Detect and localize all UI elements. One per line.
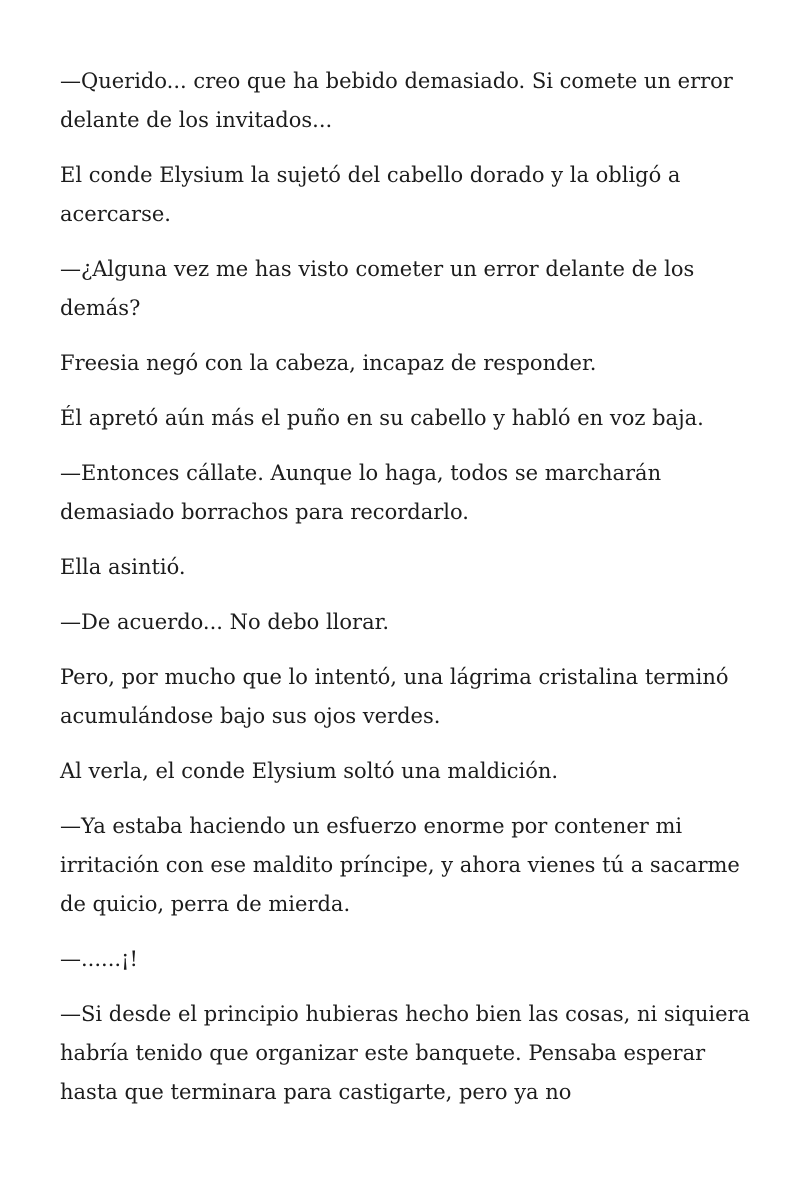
paragraph: Ella asintió.	[60, 555, 186, 579]
paragraph: Pero, por mucho que lo intentó, una lágrima cristalina terminó acumulándose bajo sus ojos verdes.	[60, 665, 729, 728]
paragraph: —Si desde el principio hubieras hecho bien las cosas, ni siquiera habría tenido que organizar este banquete. Pensaba esperar hasta que terminara para castigarte, pero ya no	[60, 1002, 751, 1104]
paragraph: —......¡!	[60, 947, 138, 971]
paragraph: —Querido... creo que ha bebido demasiado. Si comete un error delante de los invitados...	[60, 69, 733, 132]
paragraph: —De acuerdo... No debo llorar.	[60, 610, 389, 634]
paragraph: —Ya estaba haciendo un esfuerzo enorme por contener mi irritación con ese maldito príncipe, y ahora vienes tú a sacarme de quicio, perra de mierda.	[60, 814, 740, 916]
paragraph: Él apretó aún más el puño en su cabello y habló en voz baja.	[60, 406, 704, 430]
paragraph: Al verla, el conde Elysium soltó una maldición.	[60, 759, 559, 783]
paragraph: —¿Alguna vez me has visto cometer un error delante de los demás?	[60, 257, 695, 320]
paragraph: Freesia negó con la cabeza, incapaz de responder.	[60, 351, 597, 375]
paragraph: —Entonces cállate. Aunque lo haga, todos se marcharán demasiado borrachos para recordarlo.	[60, 461, 662, 524]
document-body	[60, 62, 760, 1128]
paragraph: El conde Elysium la sujetó del cabello dorado y la obligó a acercarse.	[60, 163, 681, 226]
